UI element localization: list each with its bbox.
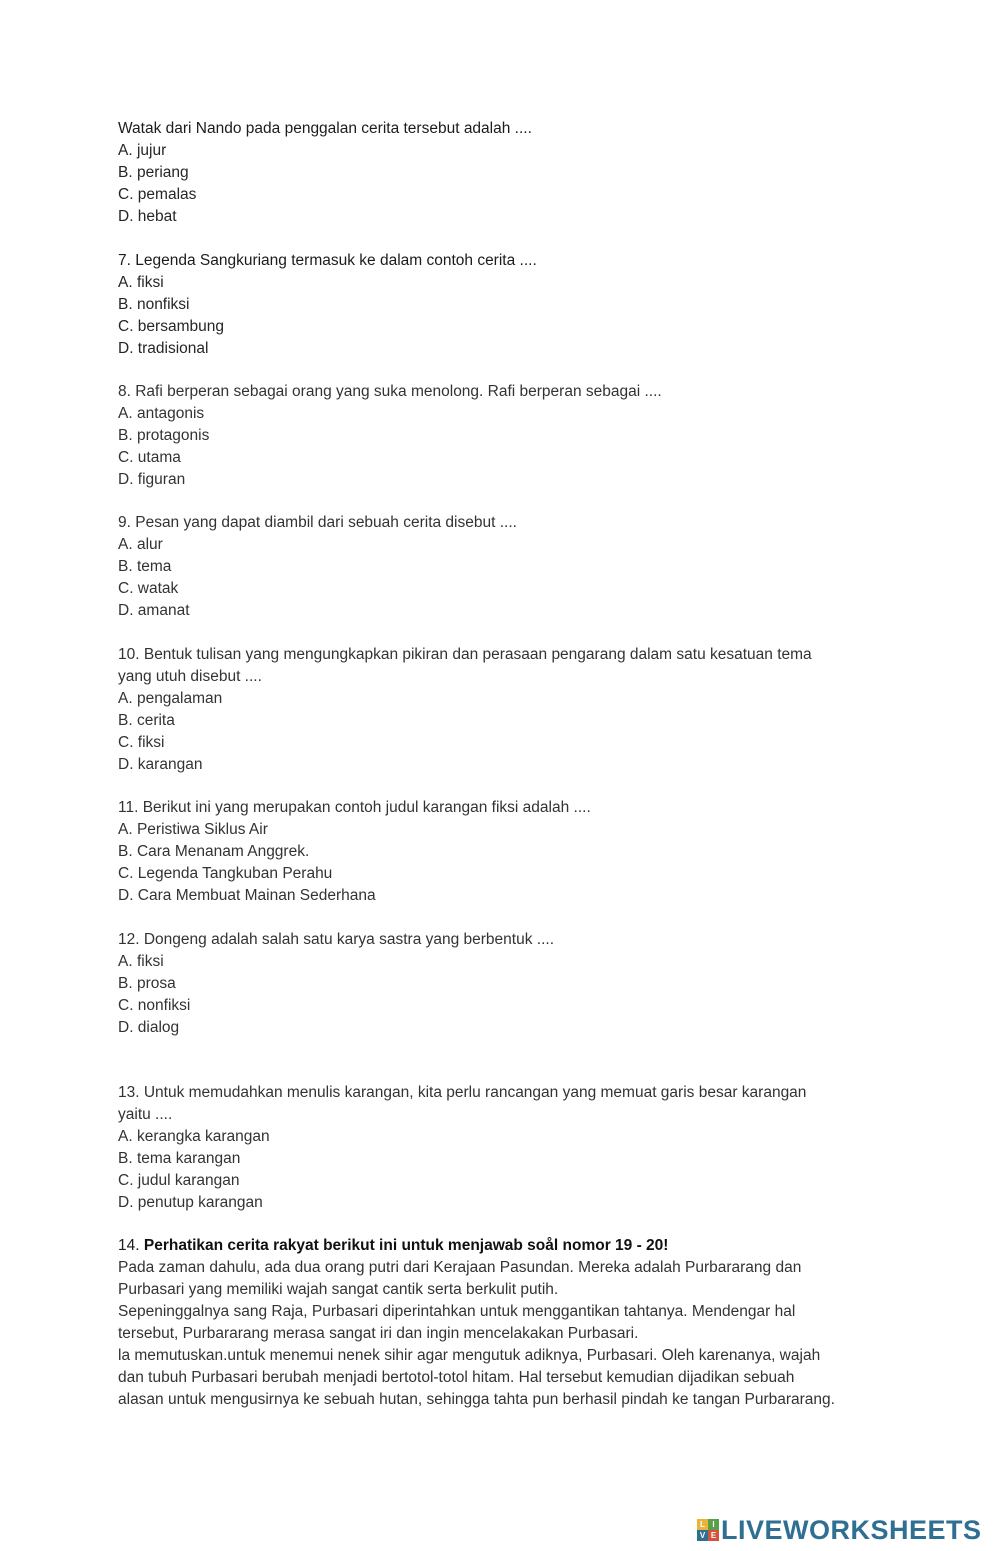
option-6b: B. periang xyxy=(118,164,189,181)
option-12b: B. prosa xyxy=(118,975,176,992)
question-10-text-cont: yang utuh disebut .... xyxy=(118,668,262,685)
question-13-text-cont: yaitu .... xyxy=(118,1106,173,1123)
question-9-text: 9. Pesan yang dapat diambil dari sebuah cerita disebut .... xyxy=(118,514,517,531)
option-11d: D. Cara Membuat Mainan Sederhana xyxy=(118,887,376,904)
option-6c: C. pemalas xyxy=(118,186,197,203)
logo-letter-v: V xyxy=(697,1530,708,1541)
story-paragraph-3-end: alasan untuk mengusirnya ke sebuah hutan, sehingga tahta pun berhasil pindah ke tangan Purbararang. xyxy=(118,1391,835,1408)
option-8c: C. utama xyxy=(118,449,181,466)
option-9c: C. watak xyxy=(118,580,179,597)
question-11-text: 11. Berikut ini yang merupakan contoh judul karangan fiksi adalah .... xyxy=(118,799,591,816)
liveworksheets-logo-icon xyxy=(697,1519,719,1541)
story-paragraph-3: la memutuskan.untuk menemui nenek sihir agar mengutuk adiknya, Purbasari. Oleh karenanya, wajah xyxy=(118,1347,821,1364)
question-8-text: 8. Rafi berperan sebagai orang yang suka menolong. Rafi berperan sebagai .... xyxy=(118,383,662,400)
story-paragraph-2: Sepeninggalnya sang Raja, Purbasari diperintahkan untuk menggantikan tahtanya. Mendengar hal xyxy=(118,1303,796,1320)
story-paragraph-1: Pada zaman dahulu, ada dua orang putri dari Kerajaan Pasundan. Mereka adalah Purbararang dan xyxy=(118,1259,802,1276)
question-10-text: 10. Bentuk tulisan yang mengungkapkan pikiran dan perasaan pengarang dalam satu kesatuan tema xyxy=(118,646,812,663)
logo-letter-l: L xyxy=(697,1519,708,1530)
liveworksheets-logo xyxy=(697,1515,997,1545)
question-12-text: 12. Dongeng adalah salah satu karya sastra yang berbentuk .... xyxy=(118,931,555,948)
option-11c: C. Legenda Tangkuban Perahu xyxy=(118,865,333,882)
option-13d: D. penutup karangan xyxy=(118,1194,263,1211)
option-7b: B. nonfiksi xyxy=(118,296,190,313)
option-13a: A. kerangka karangan xyxy=(118,1128,270,1145)
option-7a: A. fiksi xyxy=(118,274,164,291)
logo-letter-e: E xyxy=(708,1530,719,1541)
option-6d: D. hebat xyxy=(118,208,177,225)
option-9b: B. tema xyxy=(118,558,172,575)
story-paragraph-1-cont: Purbasari yang memiliki wajah sangat cantik serta berkulit putih. xyxy=(118,1281,559,1298)
question-14-heading xyxy=(118,1235,668,1257)
option-10a: A. pengalaman xyxy=(118,690,223,707)
option-13b: B. tema karangan xyxy=(118,1150,241,1167)
logo-letter-i: I xyxy=(708,1519,719,1530)
option-11a: A. Peristiwa Siklus Air xyxy=(118,821,268,838)
story-paragraph-2-cont: tersebut, Purbararang merasa sangat iri dan ingin mencelakakan Purbasari. xyxy=(118,1325,639,1342)
question-6-text: Watak dari Nando pada penggalan cerita tersebut adalah .... xyxy=(118,120,532,137)
option-6a: A. jujur xyxy=(118,142,167,159)
option-8a: A. antagonis xyxy=(118,405,205,422)
question-7-text: 7. Legenda Sangkuriang termasuk ke dalam contoh cerita .... xyxy=(118,252,537,269)
liveworksheets-logo-text: LIVEWORKSHEETS xyxy=(721,1514,982,1545)
option-10c: C. fiksi xyxy=(118,734,165,751)
option-10d: D. karangan xyxy=(118,756,203,773)
question-13-text: 13. Untuk memudahkan menulis karangan, kita perlu rancangan yang memuat garis besar karangan xyxy=(118,1084,807,1101)
option-7d: D. tradisional xyxy=(118,340,209,357)
option-12a: A. fiksi xyxy=(118,953,164,970)
option-11b: B. Cara Menanam Anggrek. xyxy=(118,843,310,860)
option-12c: C. nonfiksi xyxy=(118,997,191,1014)
question-14-number: 14. xyxy=(118,1237,144,1254)
option-9d: D. amanat xyxy=(118,602,190,619)
option-12d: D. dialog xyxy=(118,1019,180,1036)
option-10b: B. cerita xyxy=(118,712,175,729)
option-13c: C. judul karangan xyxy=(118,1172,240,1189)
question-14-instruction: Perhatikan cerita rakyat berikut ini untuk menjawab soål nomor 19 - 20! xyxy=(143,1237,669,1254)
option-9a: A. alur xyxy=(118,536,163,553)
option-7c: C. bersambung xyxy=(118,318,224,335)
story-paragraph-3-cont: dan tubuh Purbasari berubah menjadi bertotol-totol hitam. Hal tersebut kemudian dijadikan sebuah xyxy=(118,1369,795,1386)
option-8b: B. protagonis xyxy=(118,427,210,444)
option-8d: D. figuran xyxy=(118,471,186,488)
